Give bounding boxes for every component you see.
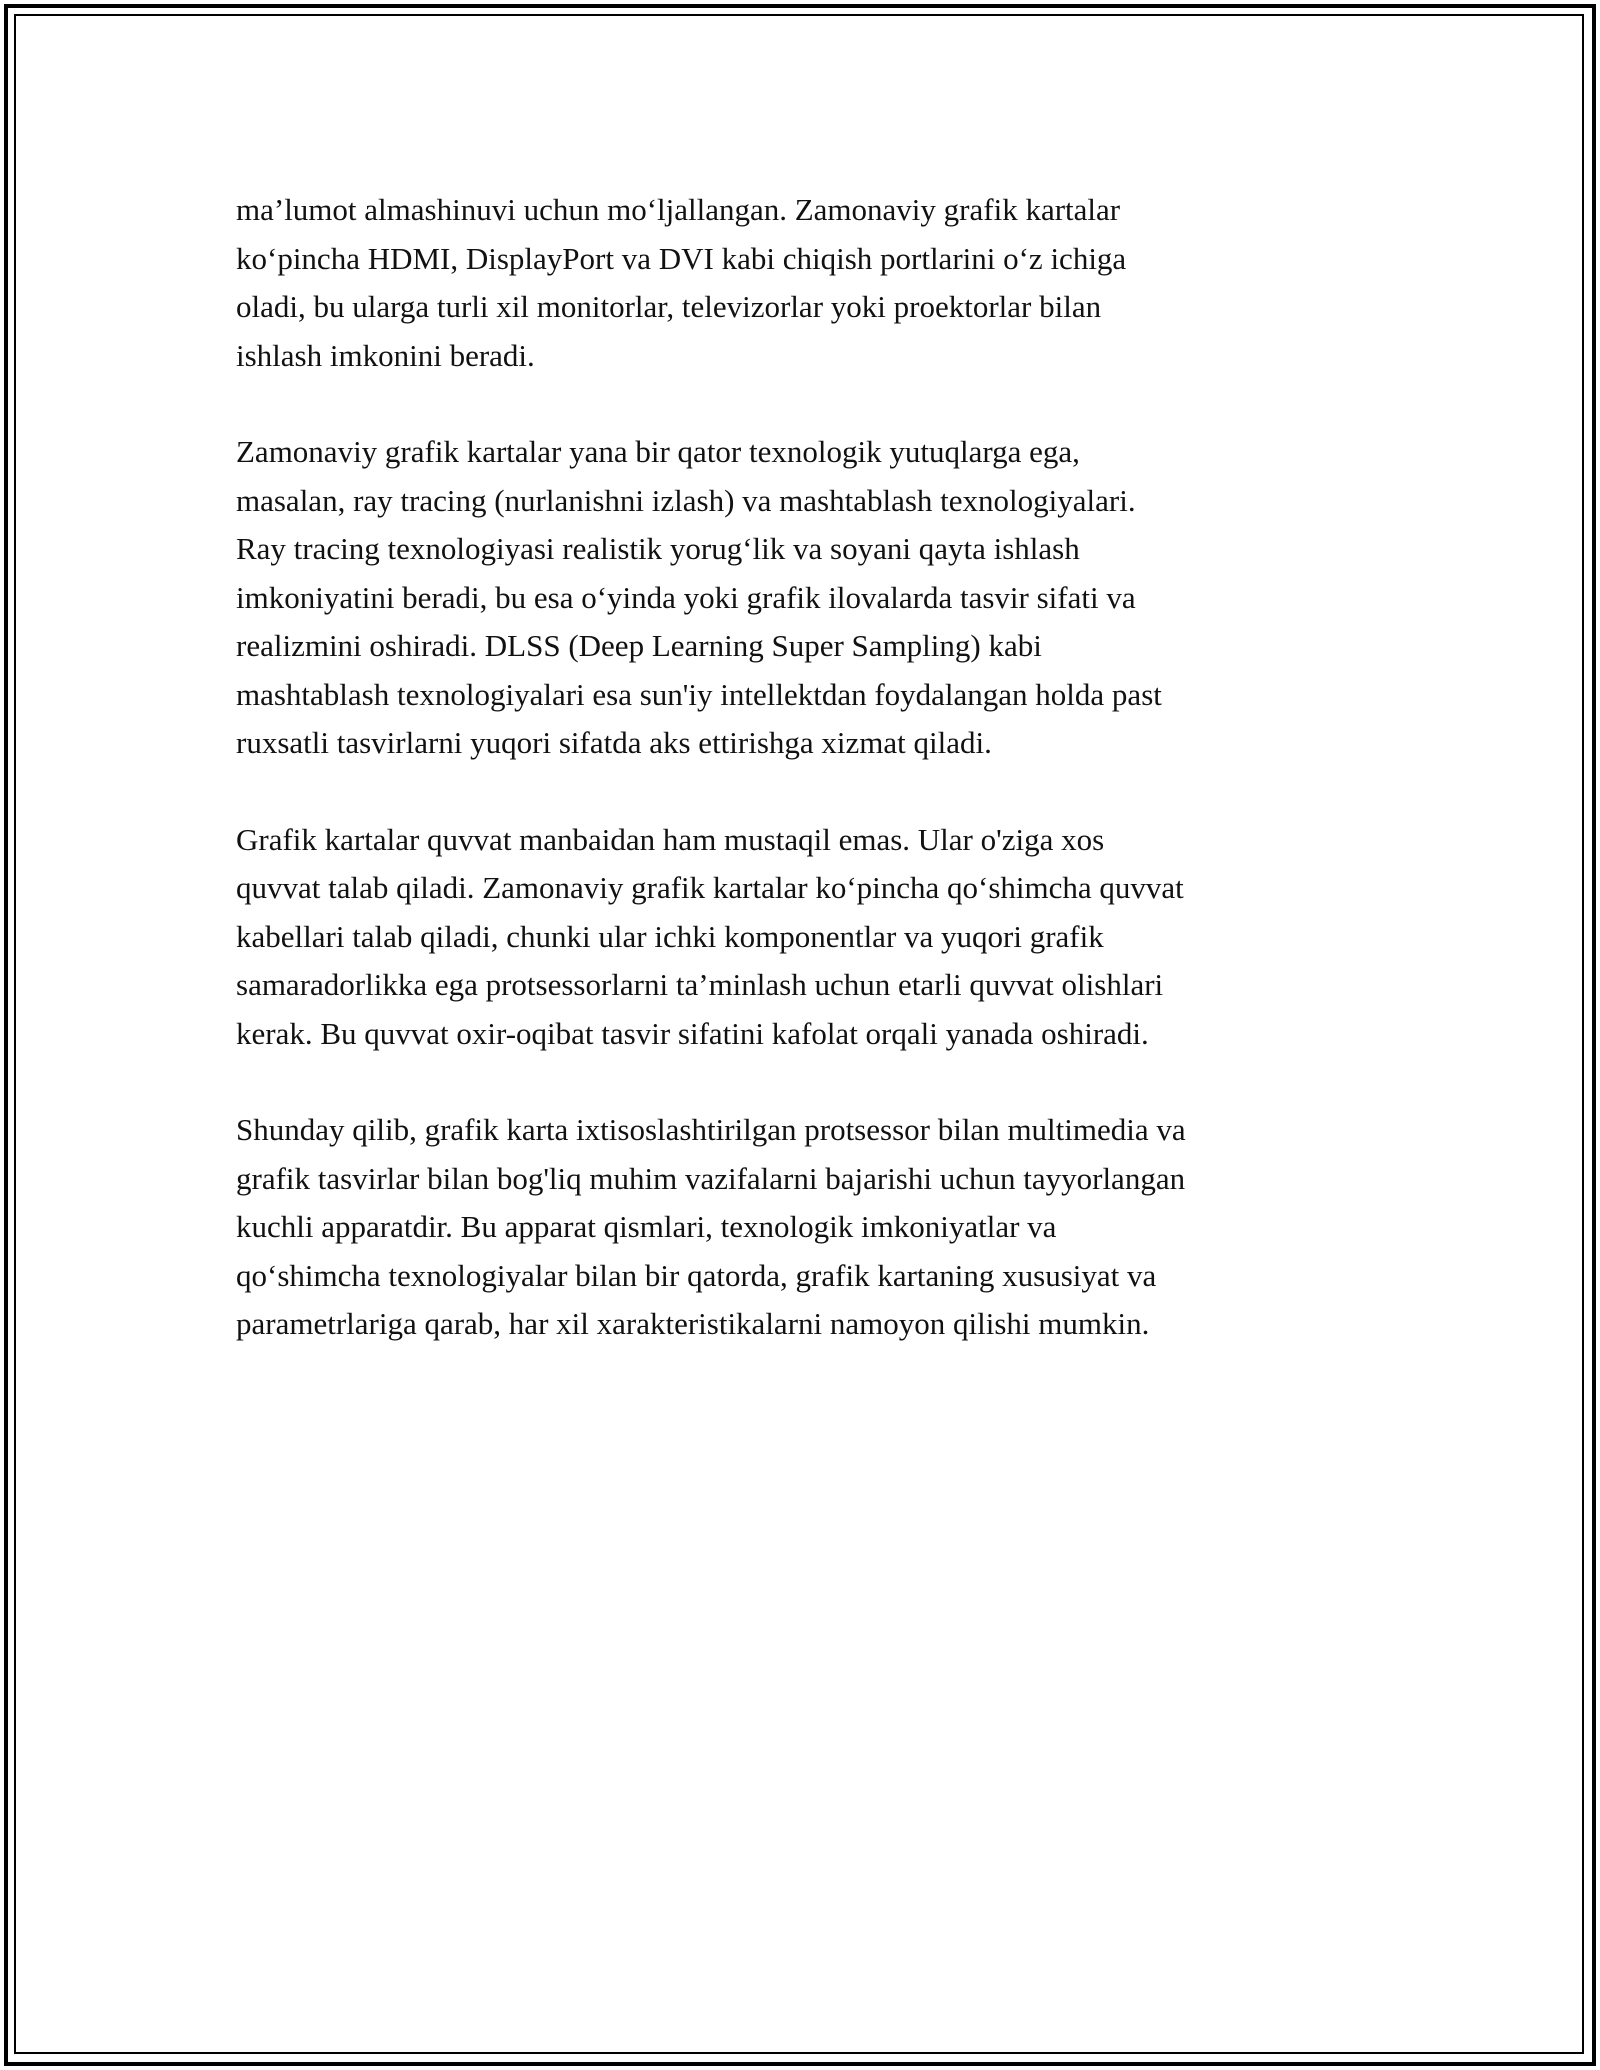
text-line: imkoniyatini beradi, bu esa o‘yinda yoki grafik ilovalarda tasvir sifati va	[236, 579, 1136, 615]
paragraph-1	[236, 186, 1396, 380]
text-line: Ray tracing texnologiyasi realistik yorug‘lik va soyani qayta ishlash	[236, 531, 1080, 566]
text-line: parametrlariga qarab, har xil xarakteristikalarni namoyon qilishi mumkin.	[236, 1306, 1150, 1341]
text-line: mashtablash texnologiyalari esa sun'iy intellektdan foydalangan holda past	[236, 676, 1162, 712]
paragraph-4	[236, 1106, 1396, 1349]
text-line: oladi, bu ularga turli xil monitorlar, televizorlar yoki proektorlar bilan	[236, 289, 1102, 324]
text-line: ishlash imkonini beradi.	[236, 337, 535, 373]
text-line: samaradorlikka ega protsessorlarni ta’minlash uchun etarli quvvat olishlari	[236, 967, 1164, 1002]
text-line: kuchli apparatdir. Bu apparat qismlari, texnologik imkoniyatlar va	[236, 1209, 1057, 1244]
text-line: ko‘pincha HDMI, DisplayPort va DVI kabi chiqish portlarini o‘z ichiga	[236, 240, 1127, 276]
text-line: Shunday qilib, grafik karta ixtisoslashtirilgan protsessor bilan multimedia va	[236, 1112, 1186, 1147]
text-line: grafik tasvirlar bilan bog'liq muhim vazifalarni bajarishi uchun tayyorlangan	[236, 1160, 1186, 1196]
text-line: Grafik kartalar quvvat manbaidan ham mustaqil emas. Ular o'ziga xos	[236, 821, 1105, 857]
text-line: Zamonaviy grafik kartalar yana bir qator texnologik yutuqlarga ega,	[236, 434, 1080, 469]
text-line: realizmini oshiradi. DLSS (Deep Learning Super Sampling) kabi	[236, 628, 1042, 663]
text-line: kerak. Bu quvvat oxir-oqibat tasvir sifatini kafolat orqali yanada oshiradi.	[236, 1015, 1149, 1051]
paragraph-2	[236, 428, 1396, 768]
text-line: kabellari talab qiladi, chunki ular ichki komponentlar va yuqori grafik	[236, 918, 1104, 954]
paragraph-3	[236, 816, 1396, 1059]
text-line: quvvat talab qiladi. Zamonaviy grafik kartalar ko‘pincha qo‘shimcha quvvat	[236, 870, 1184, 905]
text-line: ruxsatli tasvirlarni yuqori sifatda aks ettirishga xizmat qiladi.	[236, 725, 992, 760]
text-line: masalan, ray tracing (nurlanishni izlash) va mashtablash texnologiyalari.	[236, 482, 1136, 518]
text-line: qo‘shimcha texnologiyalar bilan bir qatorda, grafik kartaning xususiyat va	[236, 1257, 1157, 1293]
document-body	[236, 186, 1396, 1397]
text-line: ma’lumot almashinuvi uchun mo‘ljallangan. Zamonaviy grafik kartalar	[236, 192, 1121, 227]
